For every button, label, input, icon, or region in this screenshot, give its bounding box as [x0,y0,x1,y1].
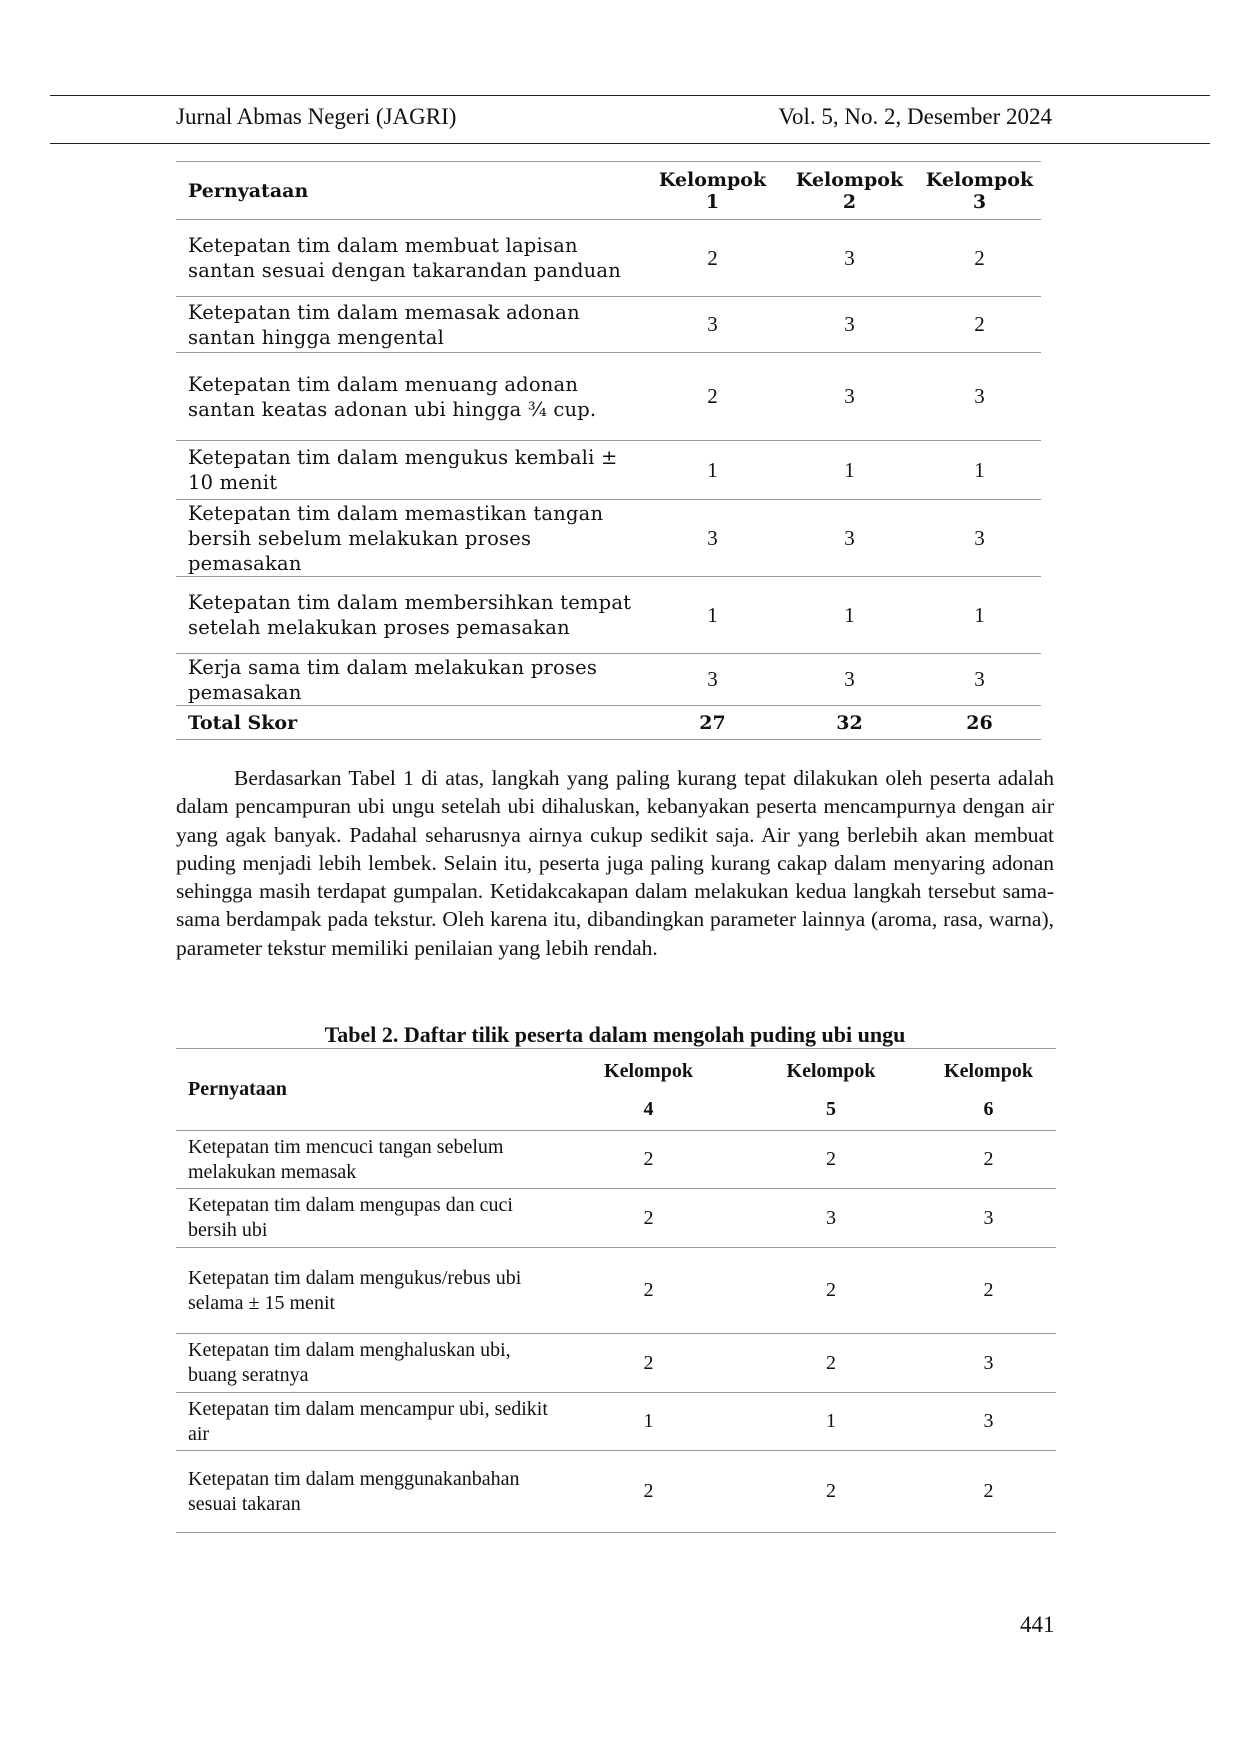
cell-value: 2 [826,1148,836,1170]
cell-value: 2 [983,1279,994,1301]
row-statement: Ketepatan tim dalam mengupas dan cuci bersih ubi [188,1194,513,1241]
cell-value: 2 [643,1148,654,1170]
cell-value: 1 [643,1410,654,1432]
cell-value: 3 [707,312,718,336]
column-header-kelompok-3: Kelompok 3 [925,168,1034,213]
column-header-pernyataan: Pernyataan [188,1078,287,1100]
table-2-caption: Tabel 2. Daftar tilik peserta dalam mengolah puding ubi ungu [324,1022,906,1047]
cell-value: 2 [643,1351,654,1374]
cell-value: 2 [707,384,718,408]
cell-value: 1 [707,457,718,482]
cell-value: 2 [826,1351,836,1374]
cell-value: 1 [844,602,855,627]
total-value: 32 [836,711,863,734]
table-row [176,1393,1056,1451]
table-row [176,353,1041,441]
cell-value: 3 [974,525,985,550]
cell-value: 3 [707,525,718,550]
cell-value: 3 [844,667,855,691]
total-label: Total Skor [188,711,298,734]
row-statement: Ketepatan tim dalam membersihkan tempat setelah melakukan proses pemasakan [188,591,632,639]
table-row [176,500,1041,577]
cell-value: 3 [844,525,855,550]
table-row [176,220,1041,297]
row-statement: Ketepatan tim mencuci tangan sebelum melakukan memasak [188,1135,504,1183]
table-row [176,1334,1056,1393]
cell-value: 3 [826,1206,836,1229]
column-header-kelompok-6: Kelompok 6 [944,1059,1033,1120]
table-row [176,1131,1056,1189]
cell-value: 3 [707,667,718,691]
cell-value: 3 [844,312,855,336]
row-statement: Ketepatan tim dalam menuang adonan santan keatas adonan ubi hingga ¾ cup. [188,372,597,421]
cell-value: 3 [983,1351,994,1374]
cell-value: 3 [983,1206,994,1229]
row-statement: Ketepatan tim dalam membuat lapisan santan sesuai dengan takarandan panduan [188,234,622,282]
column-header-kelompok-4: Kelompok 4 [604,1059,693,1120]
header-top-rule [50,95,1210,96]
body-paragraph: Berdasarkan Tabel 1 di atas, langkah yang paling kurang tepat dilakukan oleh peserta adalah dalam pencampuran ubi ungu setelah ubi dihaluskan, kebanyakan peserta mencampurnya dengan air yang agak banyak. Padahal seharusnya airnya cukup sedikit saja. Air yang berlebih akan membuat puding menjadi lebih lembek. Selain itu, peserta juga paling kurang cakap dalam menyaring adonan sehingga masih terdapat gumpalan. Ketidakcakapan dalam melakukan kedua langkah tersebut sama-sama berdampak pada tekstur. Oleh karena itu, dibandingkan parameter lainnya (aroma, rasa, warna), parameter tekstur memiliki penilaian yang lebih rendah. [176,766,1054,960]
row-statement: Kerja sama tim dalam melakukan proses pemasakan [188,655,598,704]
journal-name: Jurnal Abmas Negeri (JAGRI) [176,104,457,129]
table-row [176,1248,1056,1334]
cell-value: 3 [983,1410,994,1432]
cell-value: 1 [974,457,985,482]
cell-value: 2 [643,1480,654,1502]
header-bottom-rule [50,143,1210,144]
cell-value: 2 [643,1279,654,1301]
column-header-kelompok-1: Kelompok 1 [658,168,767,213]
row-statement: Ketepatan tim dalam mengukus/rebus ubi selama ± 15 menit [188,1266,522,1314]
cell-value: 2 [983,1480,994,1502]
cell-value: 3 [844,245,855,270]
table-header-row [176,162,1041,220]
cell-value: 1 [826,1410,836,1432]
cell-value: 2 [643,1206,654,1229]
cell-value: 2 [983,1148,994,1170]
cell-value: 2 [826,1279,836,1301]
table-row [176,577,1041,654]
row-statement: Ketepatan tim dalam memastikan tangan bersih sebelum melakukan proses pemasakan [188,501,604,575]
table-row [176,441,1041,500]
table-row [176,297,1041,353]
cell-value: 3 [844,384,855,408]
column-header-pernyataan: Pernyataan [188,179,309,202]
cell-value: 2 [974,245,985,270]
table-1 [176,161,1041,740]
cell-value: 3 [974,667,985,691]
cell-value: 1 [844,457,855,482]
column-header-kelompok-2: Kelompok 2 [795,168,904,213]
table-row [176,1189,1056,1248]
running-header [176,104,1052,130]
cell-value: 2 [974,312,985,336]
cell-value: 2 [826,1480,836,1502]
row-statement: Ketepatan tim dalam mencampur ubi, sedikit air [188,1397,548,1445]
row-statement: Ketepatan tim dalam menghaluskan ubi, buang seratnya [188,1339,511,1386]
row-statement: Ketepatan tim dalam memasak adonan santan hingga mengental [188,300,580,349]
table-row [176,1451,1056,1533]
total-value: 26 [966,711,993,734]
cell-value: 2 [707,245,718,270]
row-statement: Ketepatan tim dalam mengukus kembali ± 10 menit [188,446,618,494]
cell-value: 1 [707,602,718,627]
volume-info: Vol. 5, No. 2, Desember 2024 [778,104,1052,129]
cell-value: 1 [974,602,985,627]
row-statement: Ketepatan tim dalam menggunakanbahan sesuai takaran [188,1467,520,1515]
total-value: 27 [699,711,726,734]
table-row [176,654,1041,706]
cell-value: 3 [974,384,985,408]
table-2 [176,1048,1056,1533]
table-header-row [176,1049,1056,1131]
page-number: 441 [1020,1612,1055,1637]
column-header-kelompok-5: Kelompok 5 [786,1059,876,1120]
total-row [176,706,1041,740]
